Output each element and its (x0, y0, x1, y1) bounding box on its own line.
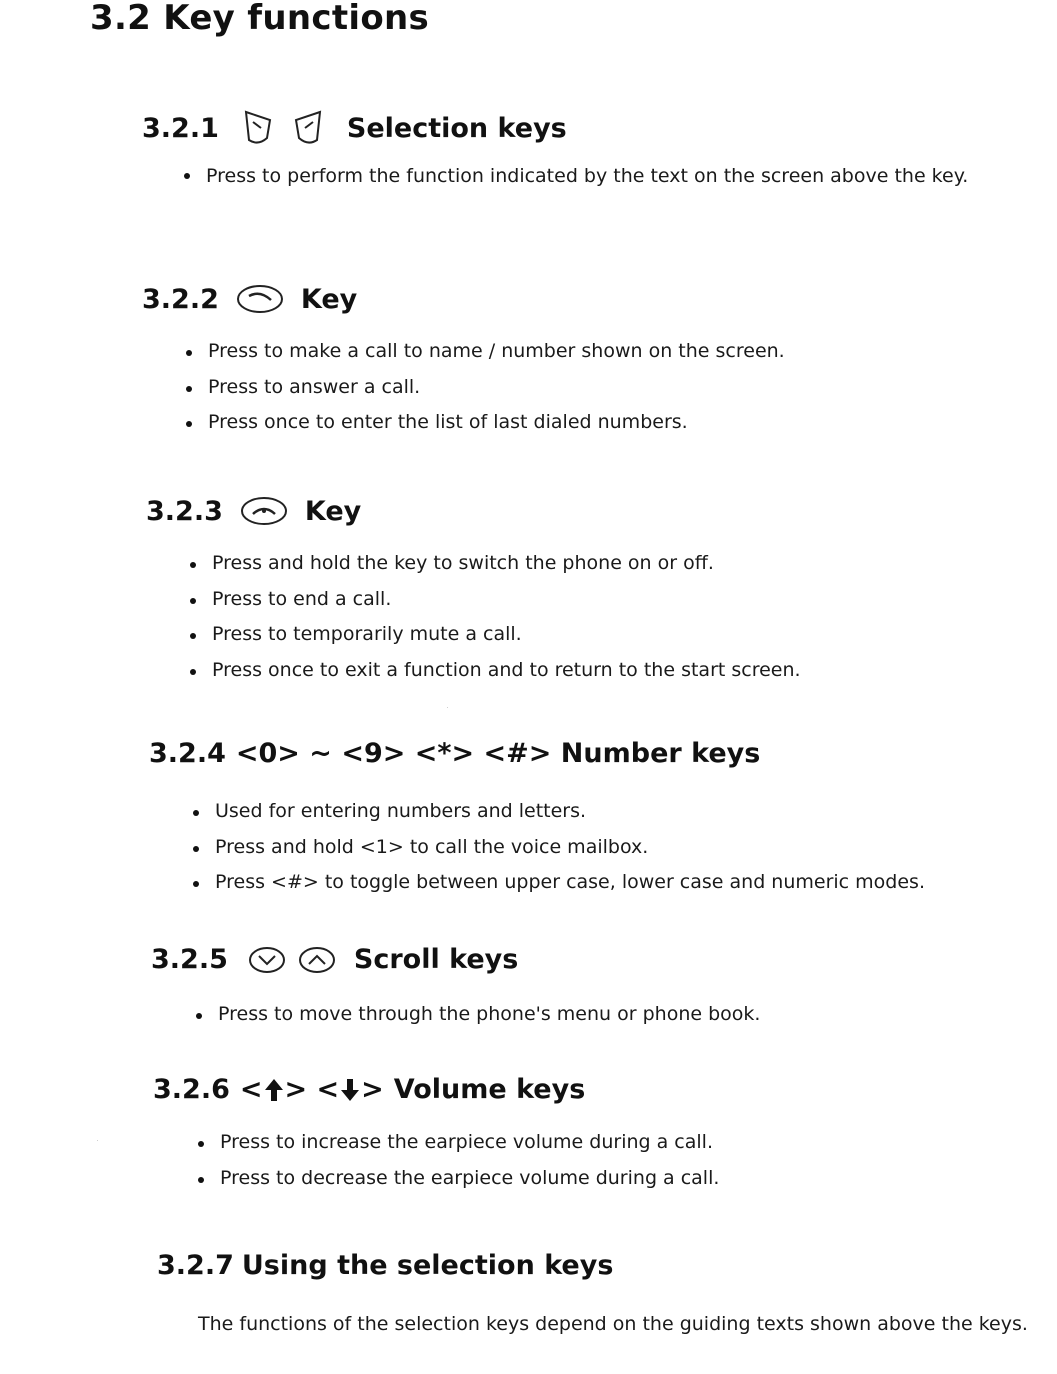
right-selection-key-icon (291, 108, 325, 148)
volume-key-bracket: < (239, 1074, 263, 1105)
list-item: Used for entering numbers and letters. (193, 794, 925, 830)
bullet-icon (193, 846, 199, 852)
section-title: Volume keys (393, 1074, 586, 1105)
list-item: Press to answer a call. (186, 370, 785, 406)
section-number: 3.2.7 (157, 1250, 234, 1281)
section-number: 3.2.1 (142, 112, 219, 144)
list-item: Press to end a call. (190, 582, 801, 618)
section-number: 3.2.3 (146, 495, 223, 527)
section-heading (151, 944, 518, 975)
bullet-icon (193, 810, 199, 816)
section-heading (157, 1250, 613, 1281)
section-heading (142, 282, 357, 316)
list-item: Press <#> to toggle between upper case, lower case and numeric modes. (193, 865, 925, 901)
list-item: Press to move through the phone's menu or phone book. (196, 997, 760, 1033)
call-key-icon (235, 282, 285, 316)
bullet-list (198, 1125, 719, 1196)
bullet-icon (196, 1013, 202, 1019)
section-title: Selection keys (346, 112, 567, 144)
list-item: Press and hold the key to switch the phone on or off. (190, 546, 801, 582)
volume-key-bracket: > (361, 1074, 384, 1105)
list-item: Press to temporarily mute a call. (190, 617, 801, 653)
bullet-icon (190, 598, 196, 604)
list-item: Press once to enter the list of last dialed numbers. (186, 405, 785, 441)
scan-speck (97, 1140, 98, 1141)
volume-down-arrow-icon (339, 1077, 361, 1103)
section-number: 3.2.2 (142, 283, 219, 315)
section-number: 3.2.5 (151, 944, 228, 975)
bullet-icon (198, 1177, 204, 1183)
section-heading (146, 494, 361, 528)
left-selection-key-icon (241, 108, 275, 148)
section-title: Key (300, 283, 358, 315)
bullet-icon (193, 881, 199, 887)
bullet-list (184, 157, 1036, 195)
scroll-up-key-icon (298, 945, 336, 975)
list-item: Press to decrease the earpiece volume during a call. (198, 1161, 719, 1197)
bullet-list (196, 997, 760, 1033)
scan-speck (447, 707, 448, 708)
list-item: Press and hold <1> to call the voice mailbox. (193, 830, 925, 866)
list-item: Press once to exit a function and to return to the start screen. (190, 653, 801, 689)
section-paragraph: The functions of the selection keys depend on the guiding texts shown above the keys. (198, 1313, 1028, 1335)
bullet-icon (186, 421, 192, 427)
volume-key-bracket: > < (284, 1074, 340, 1105)
end-call-key-icon (239, 494, 289, 528)
bullet-icon (190, 669, 196, 675)
section-number: 3.2.6 (153, 1074, 230, 1105)
bullet-icon (184, 173, 190, 179)
bullet-icon (186, 386, 192, 392)
bullet-list (186, 334, 785, 441)
section-heading (142, 108, 567, 148)
bullet-icon (198, 1141, 204, 1147)
section-heading (149, 738, 760, 769)
bullet-list (193, 794, 925, 901)
section-title: Scroll keys (353, 944, 519, 975)
bullet-icon (190, 633, 196, 639)
section-title: Key (304, 495, 362, 527)
list-item: Press to increase the earpiece volume during a call. (198, 1125, 719, 1161)
section-heading (153, 1074, 585, 1105)
section-number: 3.2.4 (149, 738, 226, 769)
section-title: Using the selection keys (241, 1250, 614, 1281)
section-title: <0> ~ <9> <*> <#> Number keys (235, 738, 761, 769)
volume-up-arrow-icon (263, 1077, 285, 1103)
bullet-icon (186, 350, 192, 356)
bullet-icon (190, 562, 196, 568)
scroll-down-key-icon (248, 945, 286, 975)
bullet-list (190, 546, 801, 688)
page-title: 3.2 Key functions (90, 0, 430, 38)
list-item: Press to perform the function indicated by the text on the screen above the key. (184, 157, 1036, 195)
list-item: Press to make a call to name / number shown on the screen. (186, 334, 785, 370)
